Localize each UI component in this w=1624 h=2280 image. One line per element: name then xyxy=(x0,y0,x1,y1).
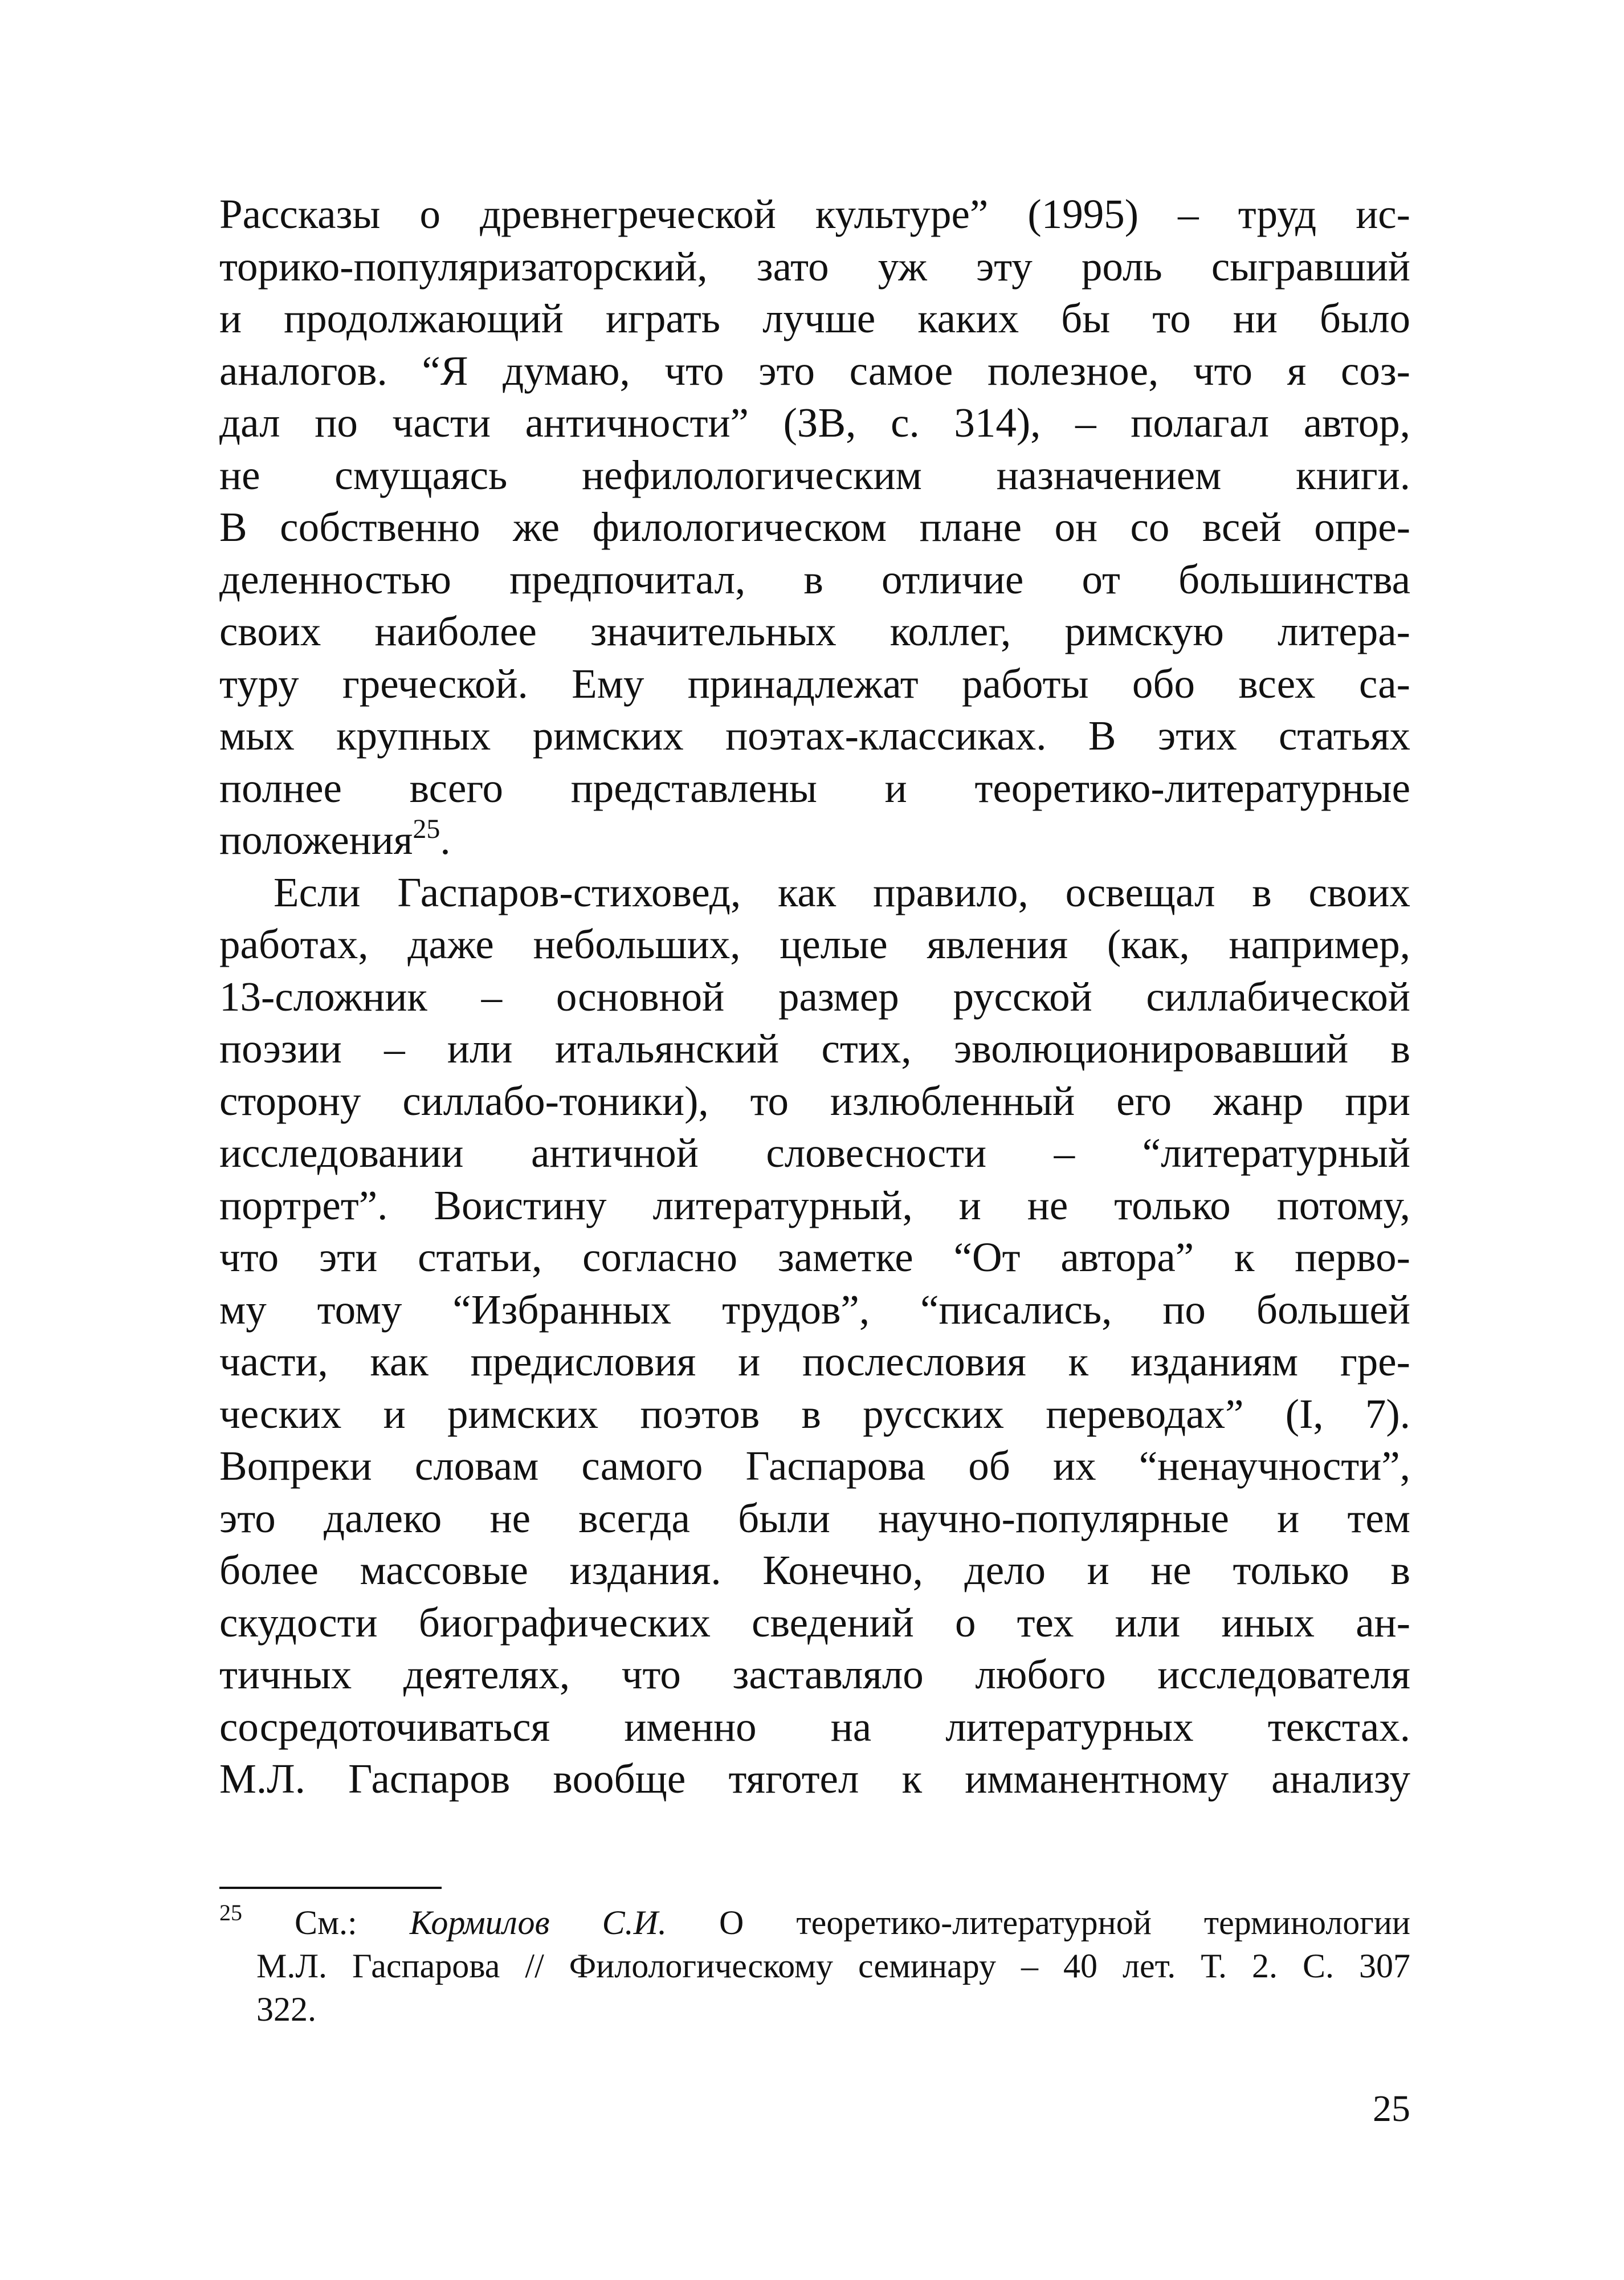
footnote-title: О теоретико-литературной терминологии xyxy=(719,1904,1411,1941)
paragraph-2 xyxy=(219,866,1410,1805)
text-line: скудости биографических сведений о тех или иных ан- xyxy=(219,1599,1410,1646)
text-line-last xyxy=(219,814,1410,866)
footnote-divider xyxy=(219,1887,442,1889)
text-line: своих наиболее значительных коллег, римскую литера- xyxy=(219,608,1410,654)
text-line: дал по части античности” (ЗВ, с. 314), – полагал автор, xyxy=(219,400,1410,446)
text-line: исследовании античной словесности – “литературный xyxy=(219,1130,1410,1176)
text-line: сторону силлабо-тоники), то излюбленный его жанр при xyxy=(219,1077,1410,1124)
text-line: это далеко не всегда были научно-популярные и тем xyxy=(219,1495,1410,1541)
footnote-line-2: М.Л. Гаспарова // Филологическому семинару – 40 лет. Т. 2. С. 307 xyxy=(256,1947,1410,1985)
text-line: мых крупных римских поэтах-классиках. В этих статьях xyxy=(219,712,1410,759)
text-line: сосредоточиваться именно на литературных текстах. xyxy=(219,1703,1410,1750)
body-text xyxy=(219,188,1410,1805)
text-line: В собственно же филологическом плане он со всей опре- xyxy=(219,504,1410,550)
text-line: тичных деятелях, что заставляло любого исследователя xyxy=(219,1651,1410,1697)
footnote-number: 25 xyxy=(219,1900,242,1925)
text-line: Вопреки словам самого Гаспарова об их “ненаучности”, xyxy=(219,1443,1410,1489)
footnote-author: Кормилов С.И. xyxy=(409,1904,667,1941)
text-line-content: положения xyxy=(219,817,413,863)
footnote-prefix: См.: xyxy=(295,1904,357,1941)
text-line: части, как предисловия и послесловия к изданиям гре- xyxy=(219,1338,1410,1385)
text-line: более массовые издания. Конечно, дело и не только в xyxy=(219,1547,1410,1593)
text-line: деленностью предпочитал, в отличие от большинства xyxy=(219,556,1410,602)
text-line: не смущаясь нефилологическим назначением книги. xyxy=(219,451,1410,498)
paragraph-1 xyxy=(219,188,1410,866)
text-line: ческих и римских поэтов в русских переводах” (I, 7). xyxy=(219,1390,1410,1437)
text-line: Рассказы о древнегреческой культуре” (1995) – труд ис- xyxy=(219,191,1410,237)
end-punctuation: . xyxy=(440,817,451,863)
footnote-25 xyxy=(219,1901,1410,2031)
text-line: портрет”. Воистину литературный, и не только потому, xyxy=(219,1182,1410,1228)
text-line: полнее всего представлены и теоретико-литературные xyxy=(219,764,1410,811)
footnote-line-3: 322. xyxy=(256,1990,316,2028)
text-line: и продолжающий играть лучше каких бы то ни было xyxy=(219,295,1410,341)
footnote-reference[interactable]: 25 xyxy=(413,814,440,844)
text-line: 13-сложник – основной размер русской силлабической xyxy=(219,973,1410,1020)
text-line: работах, даже небольших, целые явления (как, например, xyxy=(219,921,1410,967)
text-line: поэзии – или итальянский стих, эволюционировавший в xyxy=(219,1025,1410,1072)
text-line: торико-популяризаторский, зато уж эту роль сыгравший xyxy=(219,243,1410,290)
text-line: туру греческой. Ему принадлежат работы обо всех са- xyxy=(219,660,1410,707)
text-line: М.Л. Гаспаров вообще тяготел к имманентному анализу xyxy=(219,1756,1410,1802)
text-line: аналогов. “Я думаю, что это самое полезное, что я соз- xyxy=(219,347,1410,394)
page-number: 25 xyxy=(1373,2088,1410,2130)
text-line: му тому “Избранных трудов”, “писались, по большей xyxy=(219,1286,1410,1333)
footnote-line-1 xyxy=(219,1901,1410,1944)
text-line: что эти статьи, согласно заметке “От автора” к перво- xyxy=(219,1234,1410,1280)
text-line-indented: Если Гаспаров-стиховед, как правило, освещал в своих xyxy=(274,869,1410,915)
